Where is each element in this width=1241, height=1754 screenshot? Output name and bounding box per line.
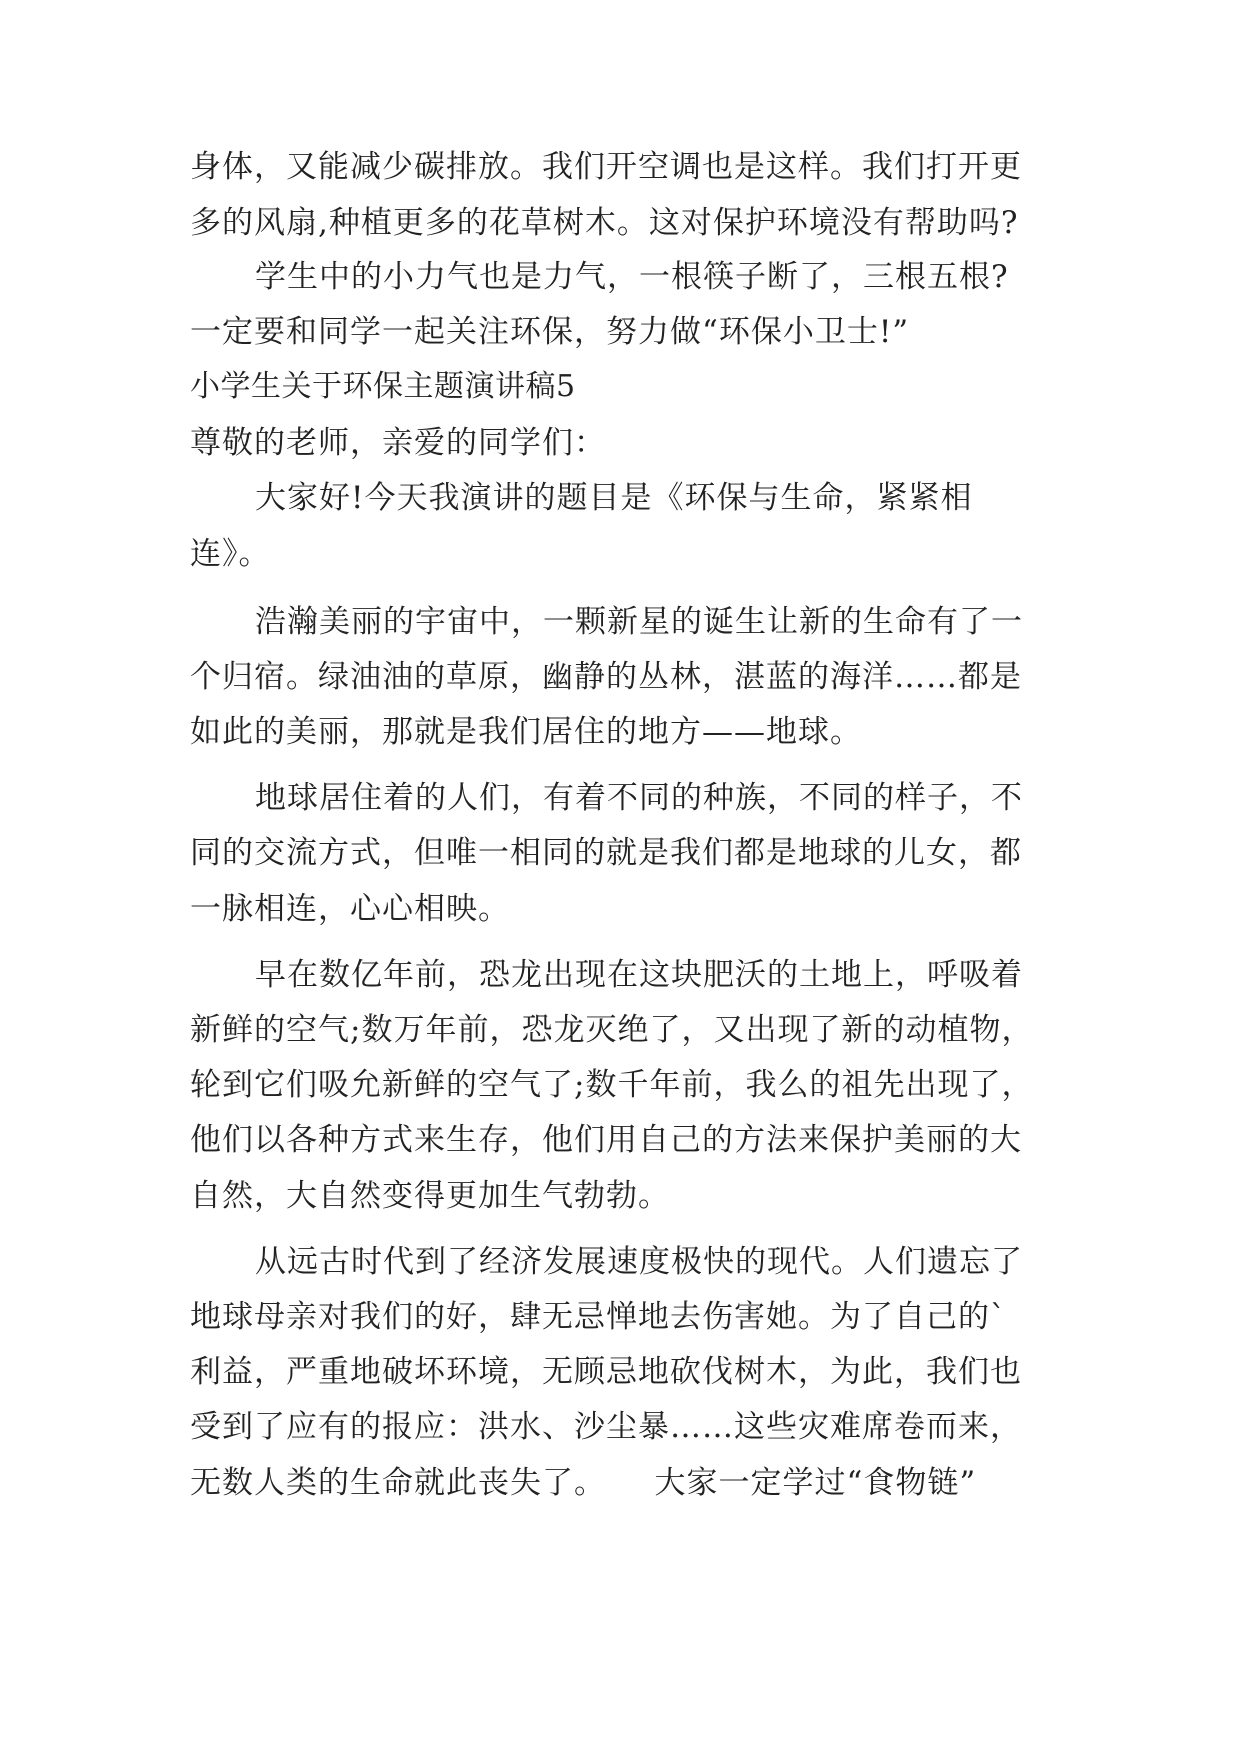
text-line: 利益，严重地破坏环境，无顾忌地砍伐树木，为此，我们也 [190, 1354, 1022, 1390]
text-line: 受到了应有的报应：洪水、沙尘暴……这些灾难席卷而来， [190, 1409, 1022, 1445]
text-line: 身体，又能减少碳排放。我们开空调也是这样。我们打开更 [190, 149, 1022, 185]
section-heading: 小学生关于环保主题演讲稿5 [190, 369, 576, 404]
text-line: 多的风扇,种植更多的花草树木。这对保护环境没有帮助吗? [190, 205, 1019, 241]
text-line: 新鲜的空气;数万年前，恐龙灭绝了，又出现了新的动植物， [190, 1012, 1034, 1048]
text-line: 个归宿。绿油油的草原，幽静的丛林，湛蓝的海洋……都是 [190, 659, 1022, 695]
text-line: 大家好!今天我演讲的题目是《环保与生命，紧紧相 [255, 480, 973, 516]
text-line: 连》。 [190, 536, 271, 572]
text-line: 地球居住着的人们，有着不同的种族，不同的样子，不 [255, 780, 1023, 816]
text-line: 学生中的小力气也是力气，一根筷子断了，三根五根? [255, 259, 1009, 295]
text-line: 地球母亲对我们的好，肆无忌惮地去伤害她。为了自己的` [190, 1299, 1007, 1335]
text-line: 早在数亿年前，恐龙出现在这块肥沃的土地上，呼吸着 [255, 957, 1023, 993]
text-line: 他们以各种方式来生存，他们用自己的方法来保护美丽的大 [190, 1122, 1022, 1158]
text-line: 如此的美丽，那就是我们居住的地方——地球。 [190, 714, 862, 750]
text-line: 自然，大自然变得更加生气勃勃。 [190, 1178, 670, 1214]
salutation: 尊敬的老师，亲爱的同学们： [190, 425, 606, 461]
text-line: 一定要和同学一起关注环保，努力做“环保小卫士!” [190, 314, 910, 350]
text-line: 从远古时代到了经济发展速度极快的现代。人们遗忘了 [255, 1244, 1023, 1280]
text-line: 无数人类的生命就此丧失了。 大家一定学过“食物链” [190, 1465, 977, 1501]
text-line: 同的交流方式，但唯一相同的就是我们都是地球的儿女，都 [190, 835, 1022, 871]
text-line: 一脉相连，心心相映。 [190, 891, 510, 927]
text-line: 浩瀚美丽的宇宙中，一颗新星的诞生让新的生命有了一 [255, 604, 1023, 640]
text-line: 轮到它们吸允新鲜的空气了;数千年前，我么的祖先出现了， [190, 1067, 1034, 1103]
